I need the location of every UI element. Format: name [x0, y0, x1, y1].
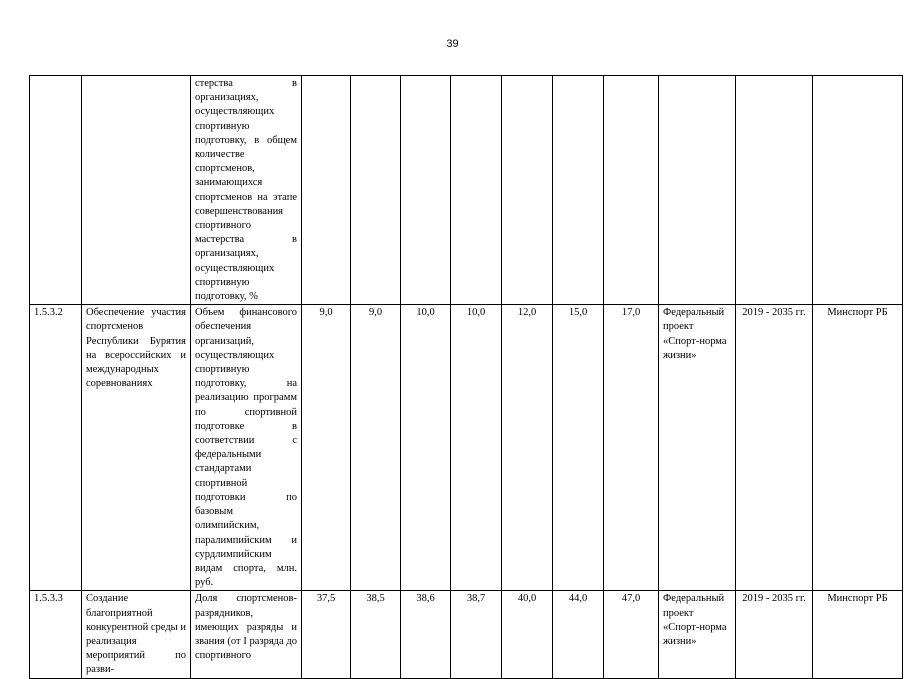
value-cell — [502, 76, 553, 305]
value-cell — [553, 76, 604, 305]
period-cell: 2019 - 2035 гг. — [736, 591, 813, 678]
value-cell: 38,7 — [451, 591, 502, 678]
value-cell: 38,5 — [351, 591, 401, 678]
code-cell: 1.5.3.3 — [30, 591, 82, 678]
value-cell: 10,0 — [451, 305, 502, 591]
program-table — [29, 75, 903, 679]
period-cell — [736, 76, 813, 305]
value-cell: 44,0 — [553, 591, 604, 678]
value-cell — [604, 76, 659, 305]
table-row — [30, 76, 903, 305]
project-cell: Федеральный проект «Спорт-норма жизни» — [659, 305, 736, 591]
value-cell: 47,0 — [604, 591, 659, 678]
value-cell: 17,0 — [604, 305, 659, 591]
table-row — [30, 591, 903, 678]
code-cell: 1.5.3.2 — [30, 305, 82, 591]
value-cell: 40,0 — [502, 591, 553, 678]
value-cell — [401, 76, 451, 305]
value-cell — [302, 76, 351, 305]
indicator-cell: Объем финансового обеспечения организаций, осуществляющих спортивную подготовку, на реализацию программ по спортивной подготовке в соответствии с федеральными стандартами спортивной подготовки по базовым олимпийским, паралимпийским и сурдлимпийским видам спорта, млн. руб. — [191, 305, 302, 591]
value-cell: 9,0 — [302, 305, 351, 591]
value-cell — [351, 76, 401, 305]
value-cell: 15,0 — [553, 305, 604, 591]
value-cell: 38,6 — [401, 591, 451, 678]
indicator-cell: стерства в организациях, осуществляющих спортивную подготовку, в общем количестве спортсменов, занимающихся спортсменов на этапе совершенствования спортивного мастерства в организациях, осуществляющих спортивную подготовку, % — [191, 76, 302, 305]
value-cell: 10,0 — [401, 305, 451, 591]
executor-cell: Минспорт РБ — [813, 305, 903, 591]
code-cell — [30, 76, 82, 305]
value-cell — [451, 76, 502, 305]
value-cell: 9,0 — [351, 305, 401, 591]
period-cell: 2019 - 2035 гг. — [736, 305, 813, 591]
event-cell: Обеспечение участия спортсменов Республики Бурятия на всероссийских и международных соревнованиях — [82, 305, 191, 591]
event-cell — [82, 76, 191, 305]
value-cell: 12,0 — [502, 305, 553, 591]
event-cell: Создание благоприятной конкурентной среды и реализация мероприятий по разви- — [82, 591, 191, 678]
executor-cell — [813, 76, 903, 305]
executor-cell: Минспорт РБ — [813, 591, 903, 678]
value-cell: 37,5 — [302, 591, 351, 678]
indicator-cell: Доля спортсменов-разрядников, имеющих разряды и звания (от I разряда до спортивного — [191, 591, 302, 678]
page-number: 39 — [446, 38, 459, 50]
table-row — [30, 305, 903, 591]
project-cell: Федеральный проект «Спорт-норма жизни» — [659, 591, 736, 678]
project-cell — [659, 76, 736, 305]
